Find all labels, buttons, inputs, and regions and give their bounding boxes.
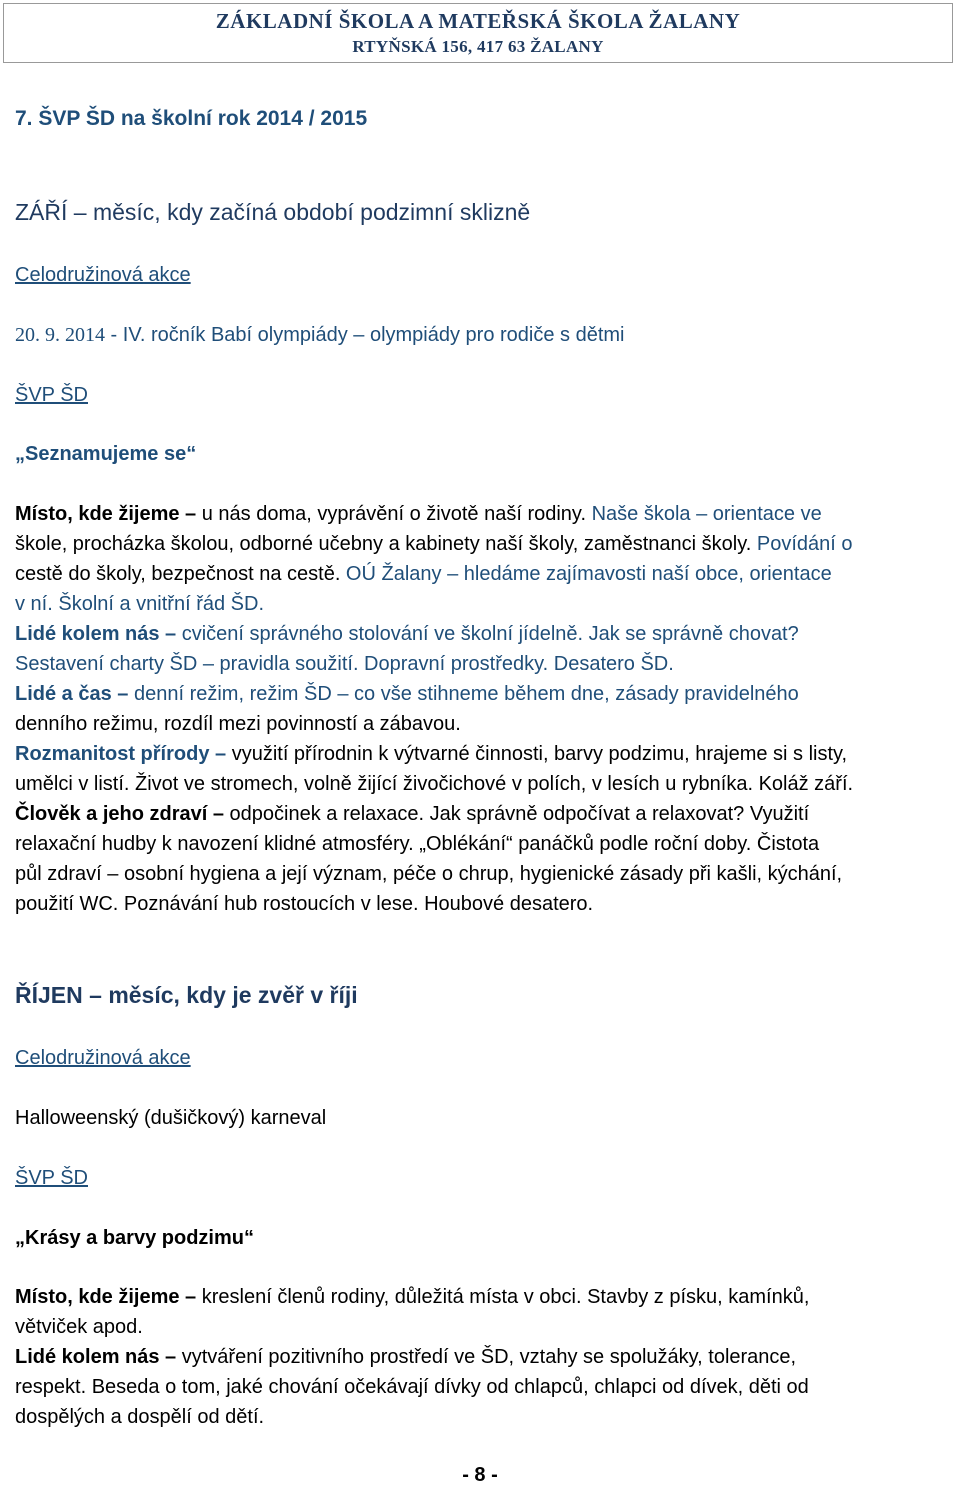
rijen-akce-text: Halloweenský (dušičkový) karneval: [15, 1107, 327, 1129]
zari-akce-text: - IV. ročník Babí olympiády – olympiády pro rodiče s dětmi: [105, 324, 625, 346]
rijen-line-1: Místo, kde žijeme – kreslení členů rodiny, důležitá místa v obci. Stavby z písku, kamínků,: [15, 1286, 810, 1308]
zari-line-10: umělci v listí. Život ve stromech, volně žijící živočichové v polích, v lesích u rybníka. Koláž září.: [15, 773, 854, 795]
zari-akce-date: 20. 9. 2014: [15, 324, 105, 346]
zari-line-12: relaxační hudby k navození klidné atmosféry. „Oblékání“ panáčků podle roční doby. Čistota: [15, 833, 820, 855]
zari-akce-label: Celodružinová akce: [15, 264, 191, 286]
rijen-heading: ŘÍJEN – měsíc, kdy je zvěř v říji: [15, 982, 358, 1008]
page-number: - 8 -: [462, 1464, 498, 1486]
zari-line-1: Místo, kde žijeme – u nás doma, vyprávění o životě naší rodiny. Naše škola – orientace ve: [15, 503, 822, 525]
rijen-line-2: větviček apod.: [15, 1316, 143, 1338]
zari-line-2: škole, procházka školou, odborné učebny a kabinety naší školy, zaměstnanci školy. Povídání o: [15, 533, 853, 555]
zari-line-4: v ní. Školní a vnitřní řád ŠD.: [15, 593, 264, 615]
page-header: [3, 3, 953, 63]
zari-line-3: cestě do školy, bezpečnost na cestě. OÚ Žalany – hledáme zajímavosti naší obce, orientace: [15, 563, 832, 585]
zari-line-11: Člověk a jeho zdraví – odpočinek a relaxace. Jak správně odpočívat a relaxovat? Využití: [15, 803, 810, 825]
zari-line-6: Sestavení charty ŠD – pravidla soužití. Dopravní prostředky. Desatero ŠD.: [15, 653, 674, 675]
zari-akce: [15, 323, 625, 347]
zari-line-7: Lidé a čas – denní režim, režim ŠD – co vše stihneme během dne, zásady pravidelného: [15, 683, 799, 705]
rijen-theme: „Krásy a barvy podzimu“: [15, 1227, 254, 1249]
rijen-line-5: dospělých a dospělí od dětí.: [15, 1406, 265, 1428]
zari-line-9: Rozmanitost přírody – využití přírodnin k výtvarné činnosti, barvy podzimu, hrajeme si s listy,: [15, 743, 848, 765]
rijen-svp-label: ŠVP ŠD: [15, 1167, 88, 1189]
zari-heading: ZÁŘÍ – měsíc, kdy začíná období podzimní sklizně: [15, 199, 531, 225]
zari-theme: „Seznamujeme se“: [15, 443, 197, 465]
zari-line-13: půl zdraví – osobní hygiena a její význam, péče o chrup, hygienické zásady při kašli, kýchání,: [15, 863, 843, 885]
rijen-akce-label: Celodružinová akce: [15, 1047, 191, 1069]
zari-line-8: denního režimu, rozdíl mezi povinností a zábavou.: [15, 713, 461, 735]
rijen-line-3: Lidé kolem nás – vytváření pozitivního prostředí ve ŠD, vztahy se spolužáky, tolerance,: [15, 1346, 797, 1368]
document-title: 7. ŠVP ŠD na školní rok 2014 / 2015: [15, 107, 368, 130]
school-name: ZÁKLADNÍ ŠKOLA A MATEŘSKÁ ŠKOLA ŽALANY: [215, 9, 741, 33]
rijen-line-4: respekt. Beseda o tom, jaké chování očekávají dívky od chlapců, chlapci od dívek, děti od: [15, 1376, 809, 1398]
zari-line-5: Lidé kolem nás – cvičení správného stolování ve školní jídelně. Jak se správně chovat?: [15, 623, 799, 645]
school-address: RTYŇSKÁ 156, 417 63 ŽALANY: [352, 37, 604, 56]
zari-svp-label: ŠVP ŠD: [15, 384, 88, 406]
zari-line-14: použití WC. Poznávání hub rostoucích v lese. Houbové desatero.: [15, 893, 594, 915]
